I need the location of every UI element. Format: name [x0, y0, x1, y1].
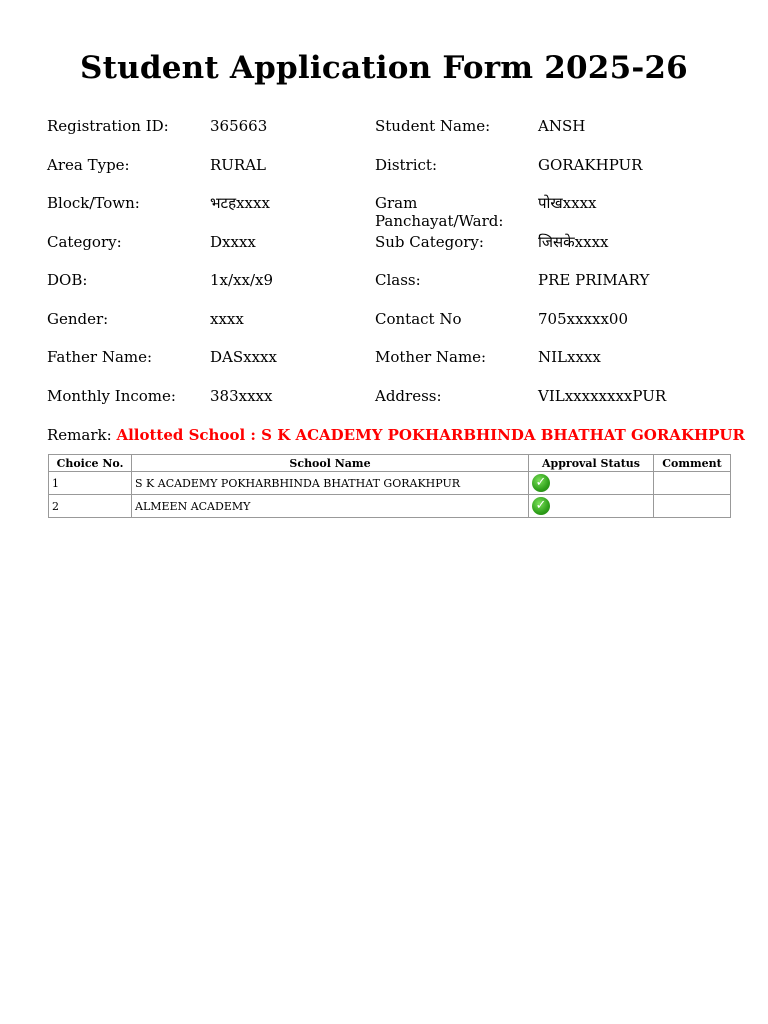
- header-choice-no: Choice No.: [49, 455, 132, 472]
- green-check-icon: ✓: [532, 474, 550, 492]
- field-row: [47, 233, 737, 272]
- field-value: xxxx: [210, 309, 244, 328]
- field-label: Gender:: [47, 309, 109, 328]
- field-value: PRE PRIMARY: [538, 271, 650, 289]
- field-row: [47, 310, 737, 349]
- approval-status: [529, 495, 654, 518]
- field-label: Registration ID:: [47, 117, 169, 135]
- field-value: 705xxxxx00: [538, 309, 629, 328]
- student-details: [47, 117, 737, 425]
- header-school-name: School Name: [132, 455, 529, 472]
- header-approval-status: Approval Status: [529, 455, 654, 472]
- table-row: [49, 495, 731, 518]
- field-row: [47, 387, 737, 426]
- field-row: [47, 117, 737, 156]
- comment: [654, 472, 731, 495]
- field-row: [47, 194, 737, 233]
- field-label: Contact No: [375, 309, 462, 328]
- approval-status: [529, 472, 654, 495]
- field-value: NILxxxx: [538, 348, 601, 366]
- choice-no: 1: [49, 472, 132, 495]
- green-check-icon: ✓: [532, 497, 550, 515]
- field-label: District:: [375, 155, 437, 174]
- field-value: GORAKHPUR: [538, 155, 643, 174]
- choice-no: 2: [49, 495, 132, 518]
- field-value: ANSH: [538, 117, 586, 135]
- field-label: Class:: [375, 271, 421, 289]
- field-label: Father Name:: [47, 348, 153, 366]
- field-label: DOB:: [47, 271, 88, 289]
- field-label: Student Name:: [375, 117, 491, 135]
- table-row: [49, 472, 731, 495]
- field-row: [47, 348, 737, 387]
- field-value: Dxxxx: [210, 232, 256, 251]
- field-row: [47, 271, 737, 310]
- field-value: भटहxxxx: [210, 194, 270, 212]
- field-value: RURAL: [210, 155, 267, 174]
- allotted-school-text: Allotted School : S K ACADEMY POKHARBHINDA BHATHAT GORAKHPUR: [116, 426, 745, 444]
- table-header-row: [49, 455, 731, 472]
- field-value: DASxxxx: [210, 348, 277, 366]
- field-value: 1x/xx/x9: [210, 271, 274, 289]
- field-value: VILxxxxxxxxPUR: [538, 386, 667, 405]
- header-comment: Comment: [654, 455, 731, 472]
- field-label: Sub Category:: [375, 232, 484, 251]
- school-choices-table: [48, 454, 731, 518]
- field-label: Gram Panchayat/Ward:: [375, 194, 504, 230]
- field-label: Category:: [47, 232, 122, 251]
- field-value: 383xxxx: [210, 386, 273, 405]
- field-label: Area Type:: [47, 155, 130, 174]
- remark-label: Remark:: [47, 426, 112, 444]
- field-value: जिसकेxxxx: [538, 232, 609, 251]
- remark: [47, 426, 745, 444]
- comment: [654, 495, 731, 518]
- field-label: Monthly Income:: [47, 386, 176, 405]
- field-value: पोखxxxx: [538, 194, 597, 212]
- field-label: Address:: [375, 386, 442, 405]
- school-name: S K ACADEMY POKHARBHINDA BHATHAT GORAKHPUR: [132, 472, 529, 495]
- page-title: Student Application Form 2025-26: [80, 50, 688, 86]
- field-label: Block/Town:: [47, 194, 140, 212]
- school-name: ALMEEN ACADEMY: [132, 495, 529, 518]
- field-label: Mother Name:: [375, 348, 487, 366]
- field-row: [47, 156, 737, 195]
- field-value: 365663: [210, 117, 268, 135]
